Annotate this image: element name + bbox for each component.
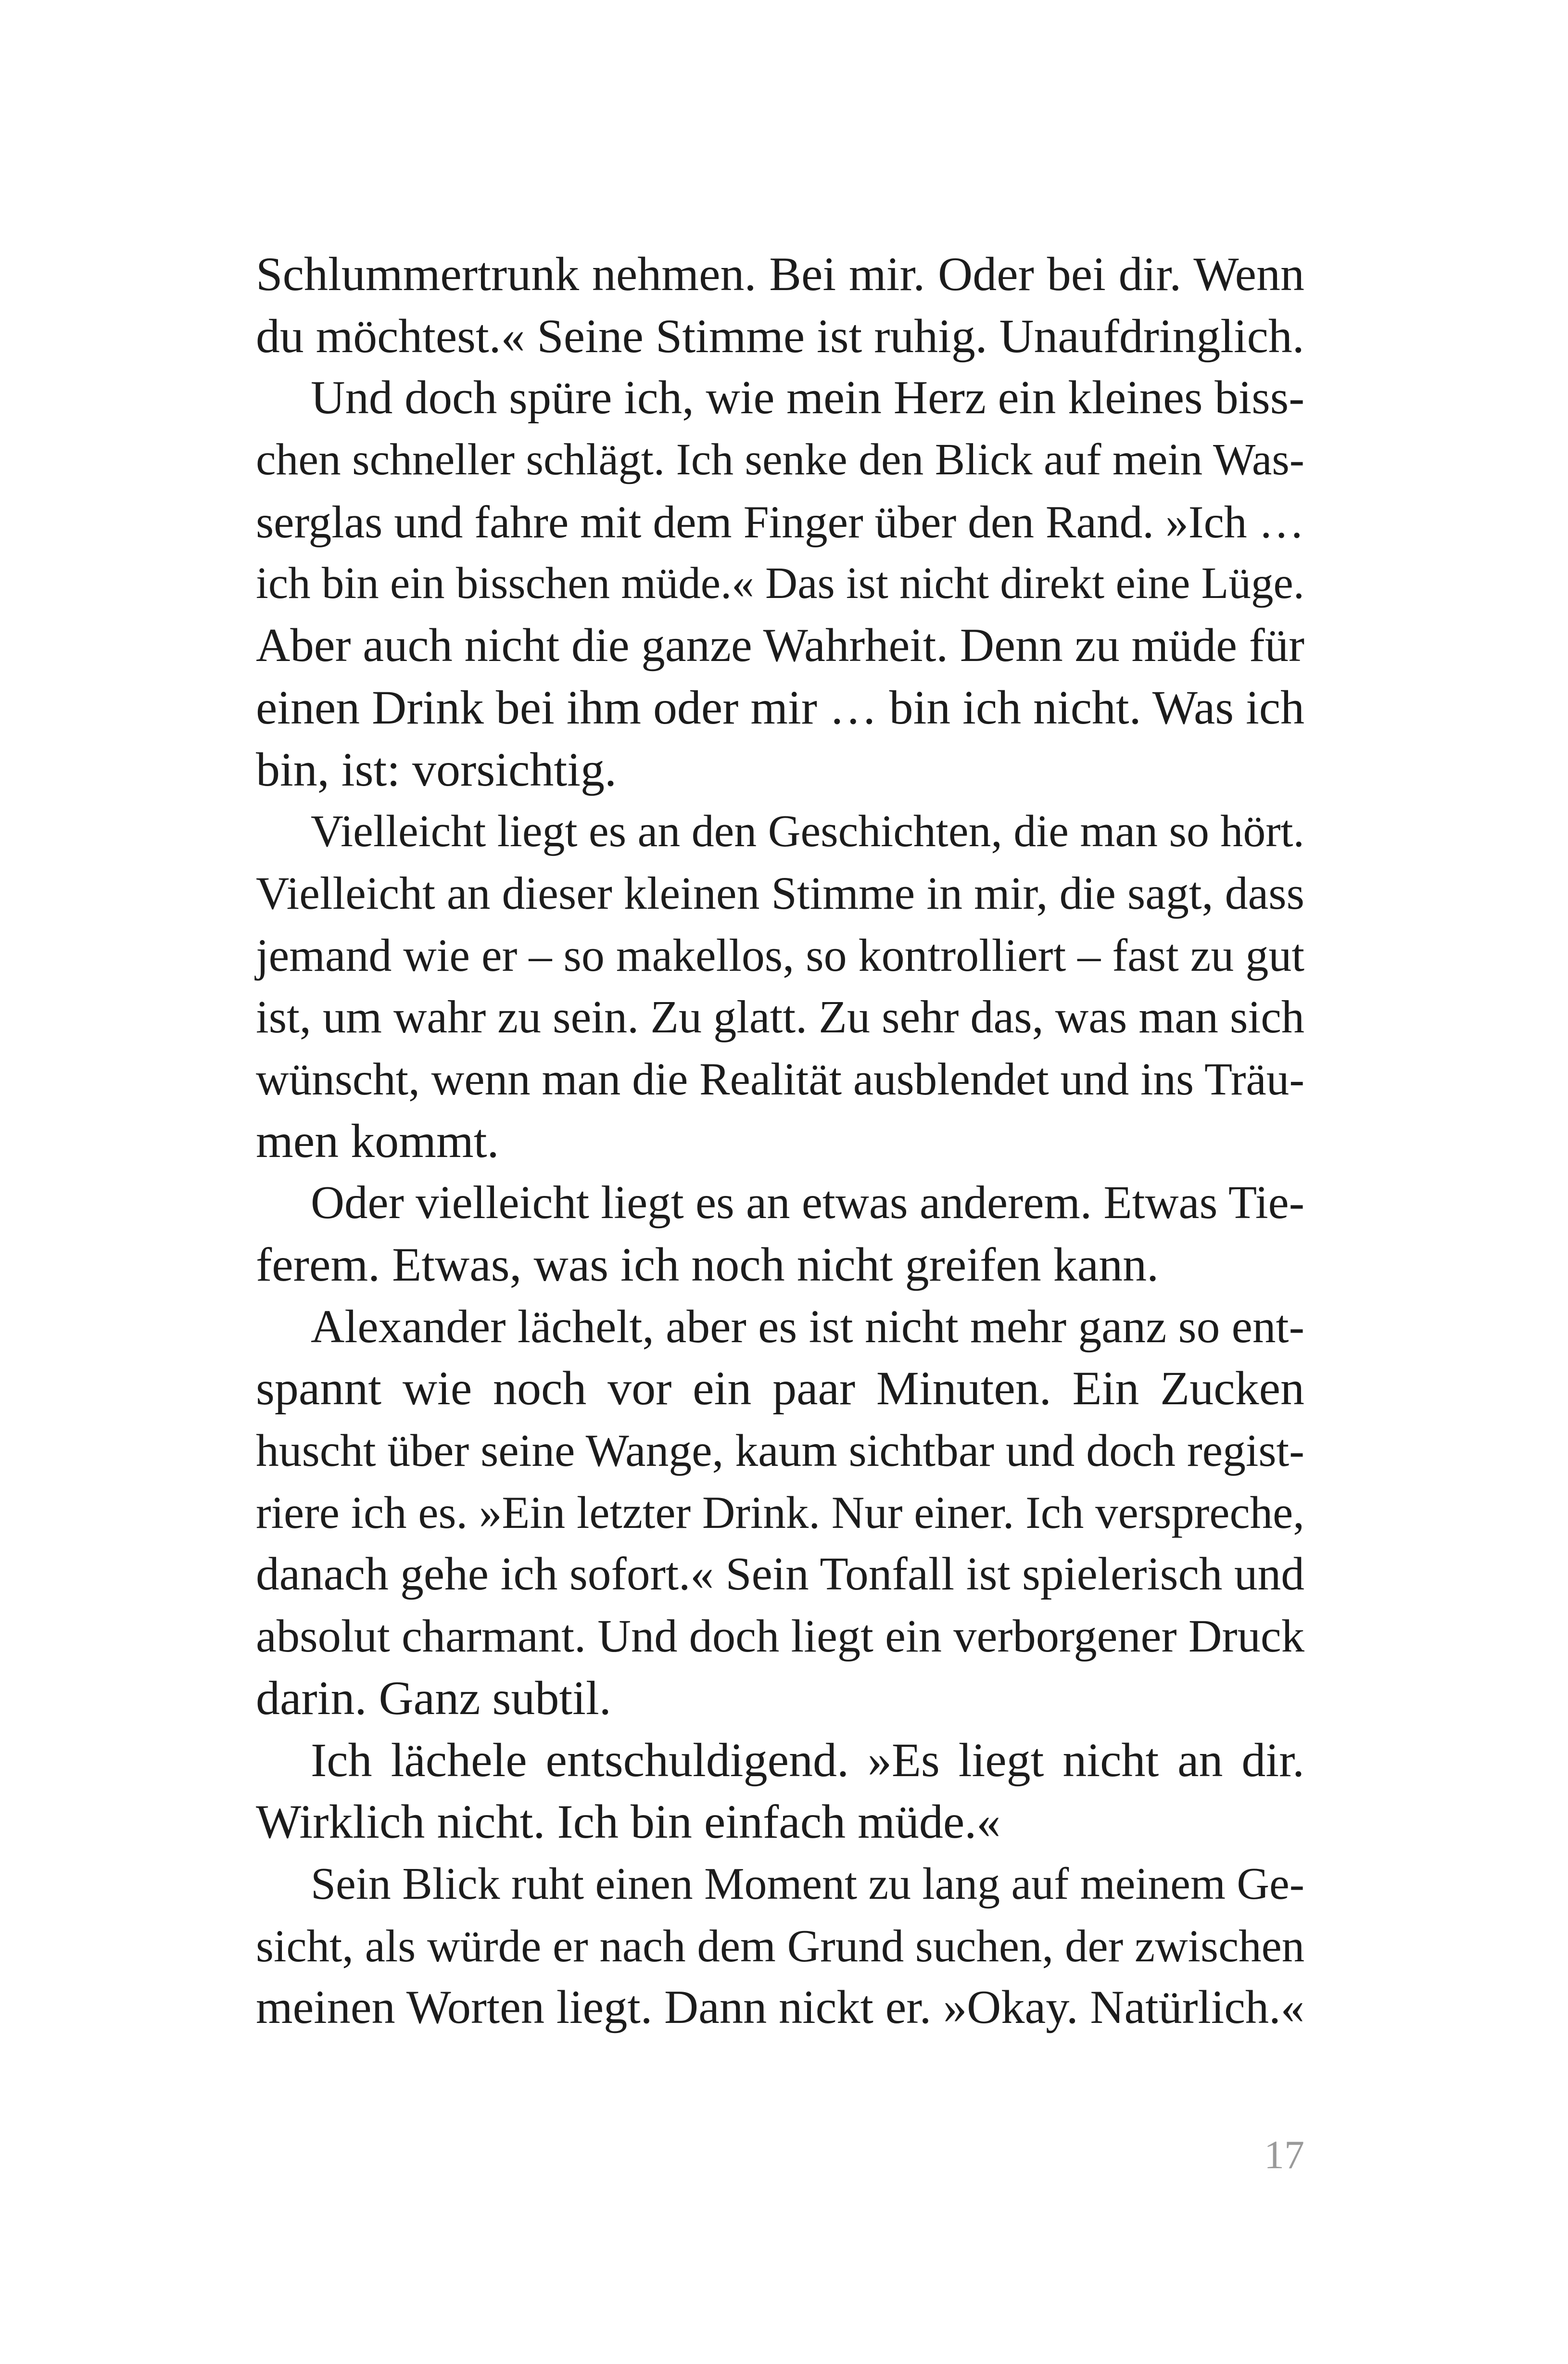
text-line: meinen Worten liegt. Dann nickt er. »Okay. Natürlich.«: [256, 1981, 1304, 2034]
text-line: wünscht, wenn man die Realität ausblendet und ins Träu-: [256, 1053, 1304, 1105]
text-line: chen schneller schlägt. Ich senke den Blick auf mein Was-: [256, 435, 1304, 485]
text-line: jemand wie er – so makellos, so kontrolliert – fast zu gut: [256, 929, 1304, 981]
text-line: ist, um wahr zu sein. Zu glatt. Zu sehr das, was man sich: [256, 991, 1304, 1043]
text-line: ferem. Etwas, was ich noch nicht greifen kann.: [256, 1238, 1159, 1291]
text-line: huscht über seine Wange, kaum sichtbar und doch regist-: [256, 1425, 1304, 1476]
text-line: Vielleicht an dieser kleinen Stimme in mir, die sagt, dass: [256, 867, 1304, 919]
text-line: ich bin ein bisschen müde.« Das ist nicht direkt eine Lüge.: [256, 559, 1304, 609]
text-line: serglas und fahre mit dem Finger über den Rand. »Ich …: [256, 496, 1304, 547]
text-line: Ich lächele entschuldigend. »Es liegt nicht an dir.: [311, 1733, 1304, 1787]
text-line: danach gehe ich sofort.« Sein Tonfall ist spielerisch und: [256, 1548, 1304, 1601]
text-line: bin, ist: vorsichtig.: [256, 742, 617, 796]
text-line: Vielleicht liegt es an den Geschichten, die man so hört.: [311, 806, 1304, 857]
text-line: einen Drink bei ihm oder mir … bin ich nicht. Was ich: [256, 680, 1304, 734]
text-line: darin. Ganz subtil.: [256, 1671, 611, 1725]
text-line: du möchtest.« Seine Stimme ist ruhig. Unaufdringlich.: [256, 309, 1304, 363]
text-line: Oder vielleicht liegt es an etwas anderem. Etwas Tie-: [311, 1177, 1304, 1229]
text-line: Alexander lächelt, aber es ist nicht mehr ganz so ent-: [311, 1300, 1305, 1353]
body-text: [256, 243, 1304, 2039]
text-line: Schlummertrunk nehmen. Bei mir. Oder bei dir. Wenn: [256, 247, 1304, 301]
text-line: Und doch spüre ich, wie mein Herz ein kleines biss-: [311, 371, 1305, 424]
text-line: riere ich es. »Ein letzter Drink. Nur einer. Ich verspreche,: [256, 1487, 1304, 1538]
text-line: men kommt.: [256, 1114, 499, 1168]
text-line: spannt wie noch vor ein paar Minuten. Ein Zucken: [256, 1361, 1304, 1415]
text-line: absolut charmant. Und doch liegt ein verborgener Druck: [256, 1610, 1304, 1662]
text-line: Wirklich nicht. Ich bin einfach müde.«: [256, 1795, 1001, 1849]
text-line: Aber auch nicht die ganze Wahrheit. Denn zu müde für: [256, 619, 1304, 672]
text-line: Sein Blick ruht einen Moment zu lang auf meinem Ge-: [311, 1858, 1304, 1909]
text-line: sicht, als würde er nach dem Grund suchen, der zwischen: [256, 1920, 1305, 1971]
page-number: 17: [1264, 2133, 1304, 2177]
